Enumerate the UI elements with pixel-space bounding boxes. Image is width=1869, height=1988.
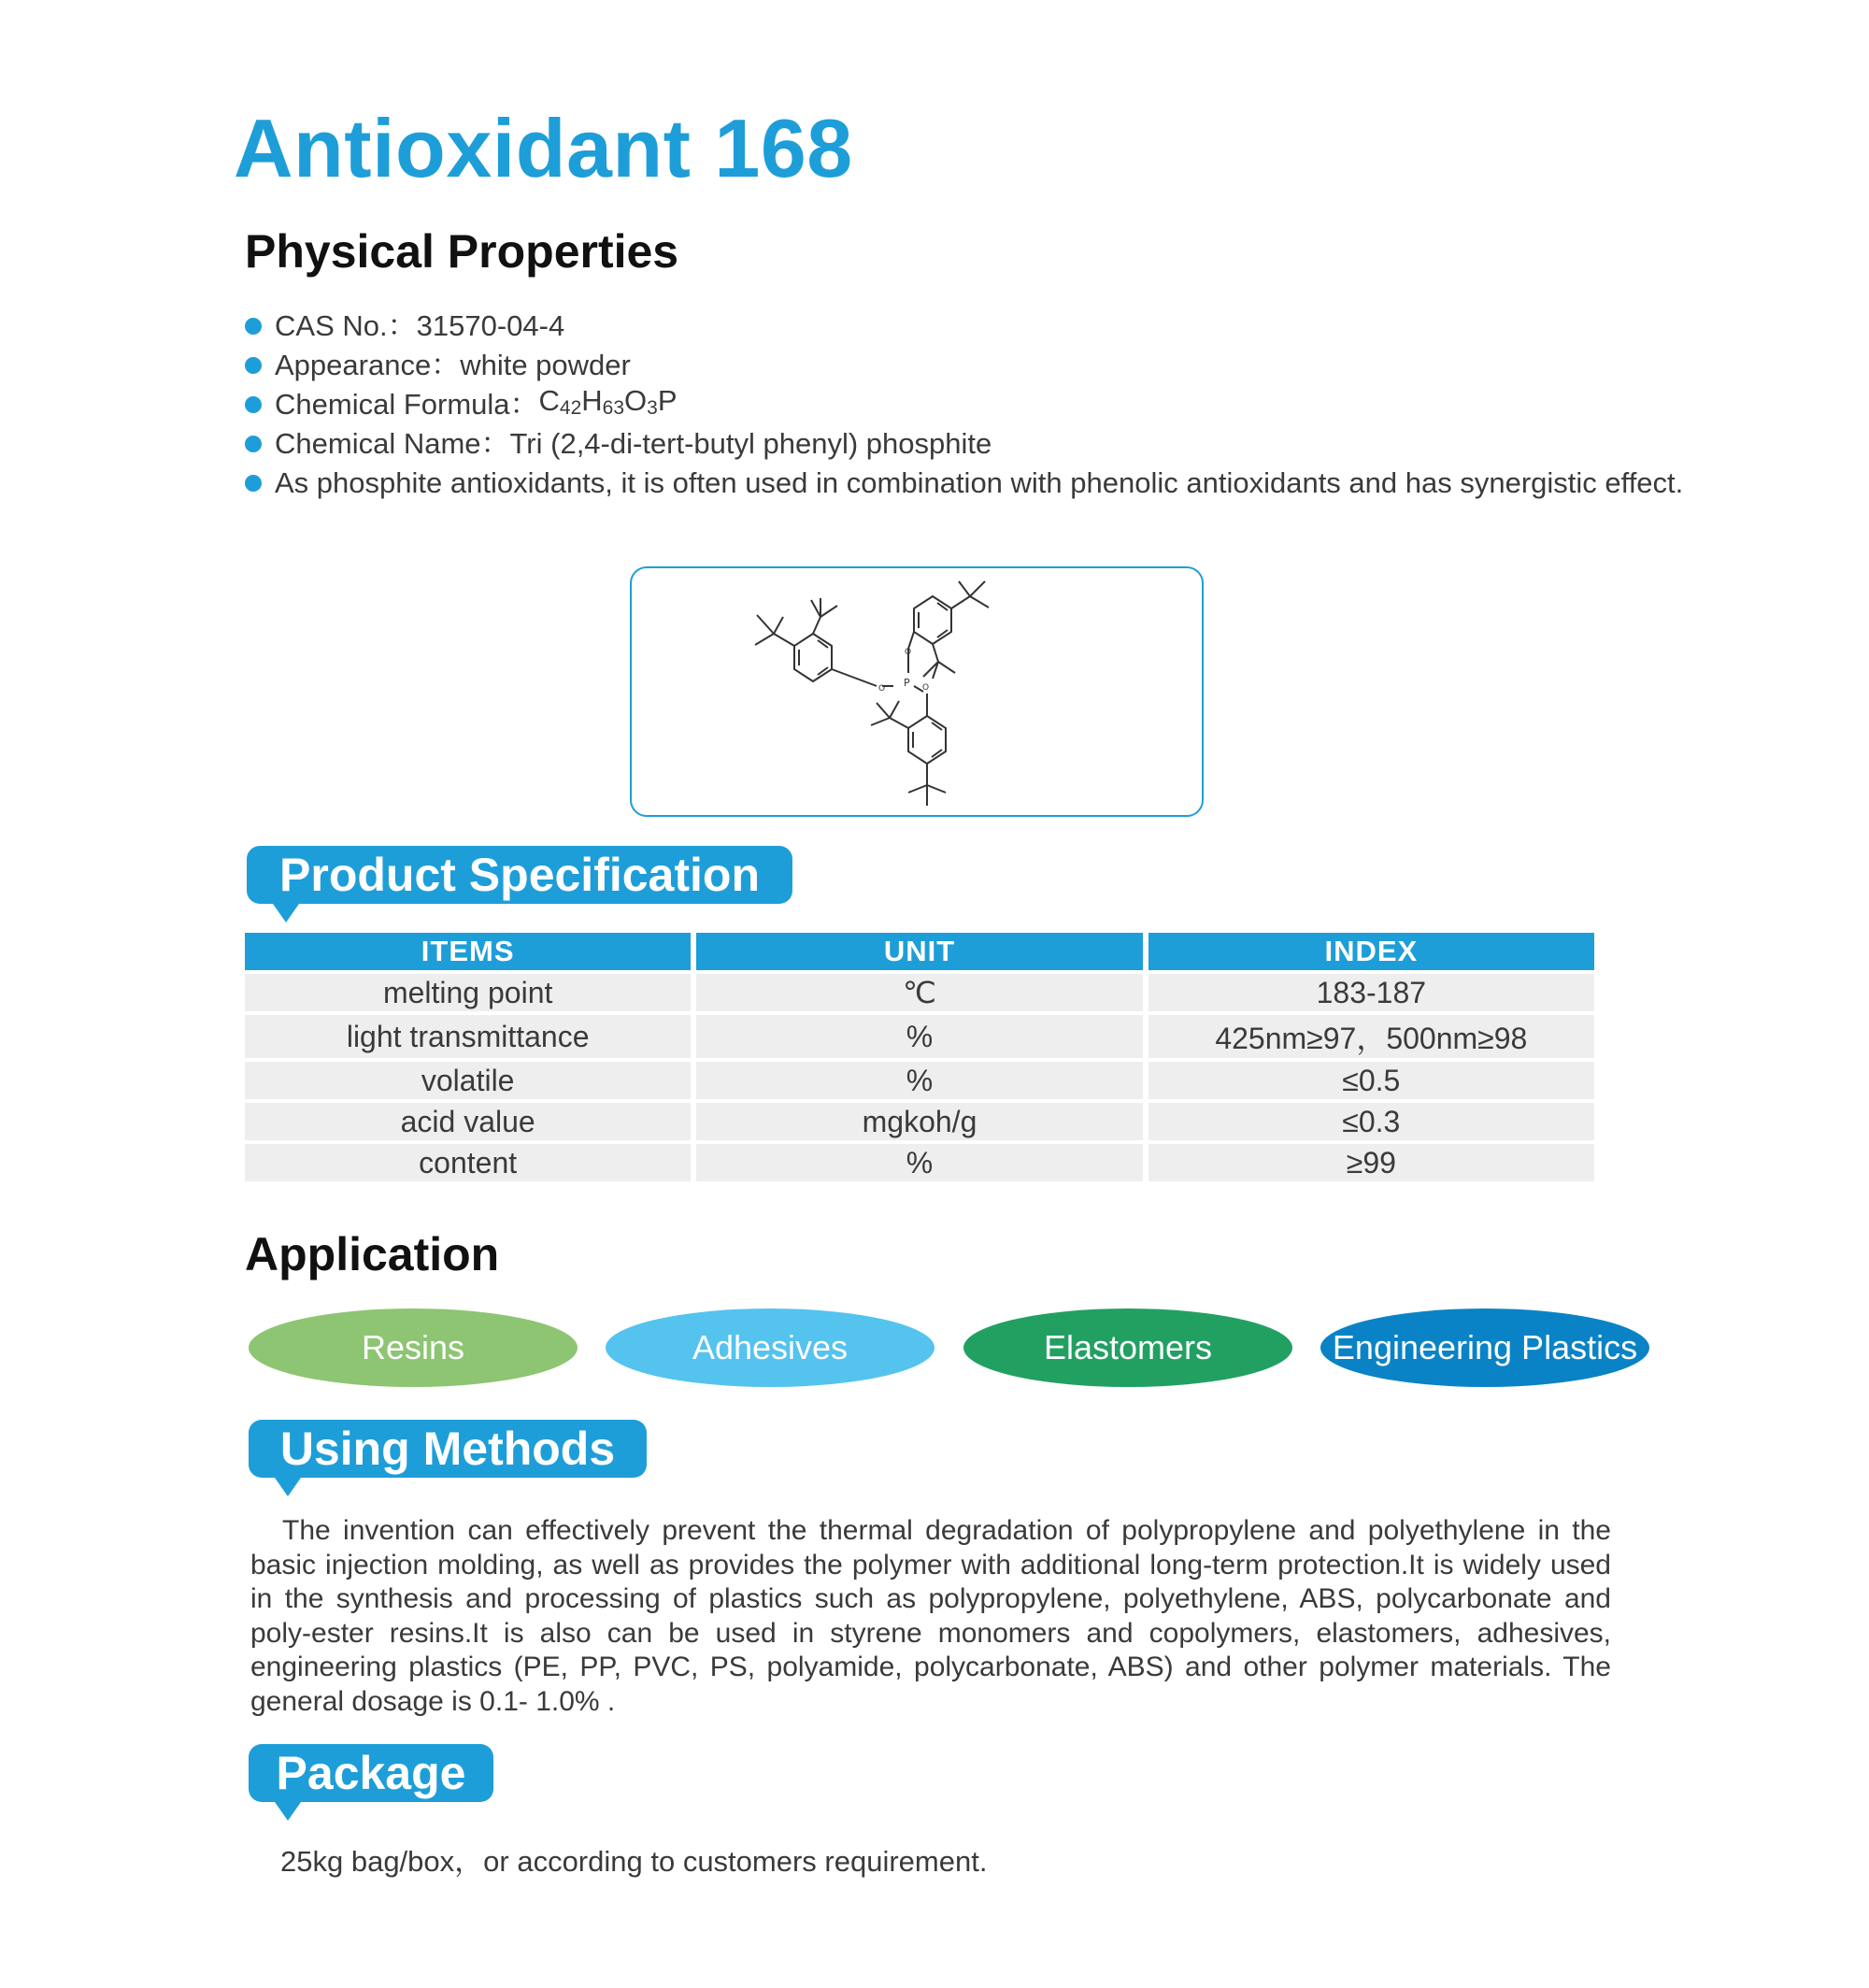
bullet-dot-icon: [245, 475, 262, 492]
using-methods-banner: Using Methods: [249, 1420, 647, 1478]
bullet-dot-icon: [245, 396, 262, 413]
bullet-dot-icon: [245, 436, 262, 452]
column-header-items: ITEMS: [245, 933, 691, 970]
list-item: Appearance： white powder: [245, 346, 1683, 385]
application-pill-engineering-plastics: Engineering Plastics: [1320, 1309, 1649, 1387]
list-item: Chemical Name： Tri (2,4-di-tert-butyl phenyl) phosphite: [245, 424, 1683, 464]
package-banner: Package: [249, 1744, 493, 1802]
table-row: content % ≥99: [245, 1144, 1594, 1181]
specification-table: [239, 929, 1600, 1185]
product-specification-banner: Product Specification: [247, 846, 792, 904]
banner-tail: [275, 1478, 301, 1496]
oxygen-atom-label: O: [922, 683, 930, 693]
package-text: 25kg bag/box，or according to customers requirement.: [280, 1845, 988, 1878]
application-pill-resins: Resins: [249, 1309, 578, 1387]
physical-properties-heading: Physical Properties: [245, 225, 679, 278]
oxygen-atom-label: O: [878, 684, 886, 694]
list-item: CAS No.： 31570-04-4: [245, 307, 1683, 346]
bullet-dot-icon: [245, 318, 262, 335]
chemical-structure-diagram: [632, 568, 1202, 815]
phosphorus-atom-label: P: [904, 677, 910, 689]
table-row: light transmittance % 425nm≥97，500nm≥98: [245, 1015, 1594, 1058]
oxygen-atom-label: O: [905, 648, 912, 657]
table-row: acid value mgkoh/g ≤0.3: [245, 1103, 1594, 1140]
list-item: As phosphite antioxidants, it is often used in combination with phenolic antioxidants and has synergistic effect.: [245, 464, 1683, 503]
table-row: volatile % ≤0.5: [245, 1062, 1594, 1099]
column-header-unit: UNIT: [696, 933, 1142, 970]
page-title: Antioxidant 168: [234, 102, 853, 194]
banner-tail: [273, 904, 299, 922]
physical-properties-list: [245, 307, 1683, 503]
list-item: Chemical Formula： $C_{42}H_{63}O_3P$: [245, 385, 1683, 424]
application-pill-adhesives: Adhesives: [606, 1309, 934, 1387]
table-row: melting point ℃ 183-187: [245, 974, 1594, 1011]
bullet-dot-icon: [245, 357, 262, 374]
chemical-formula: $C_{42}H_{63}O_3P$: [538, 384, 678, 419]
chemical-structure-box: [630, 566, 1204, 817]
banner-tail: [275, 1802, 301, 1821]
application-heading: Application: [245, 1228, 500, 1280]
application-pill-elastomers: Elastomers: [963, 1309, 1292, 1387]
column-header-index: INDEX: [1149, 933, 1594, 970]
using-methods-text: The invention can effectively prevent the thermal degradation of polypropylene and polyethylene in the basic injection molding, as well as provides the polymer with additional long-term protection.It is widely used in the synthesis and processing of plastics such as polypropylene, polyethylene, ABS, polycarbonate and poly-ester resins.It is also can be used in styrene monomers and copolymers, elastomers, adhesives, engineering plastics (PE, PP, PVC, PS, polyamide, polycarbonate, ABS) and other polymer materials. The general dosage is 0.1- 1.0% .: [250, 1515, 1611, 1717]
